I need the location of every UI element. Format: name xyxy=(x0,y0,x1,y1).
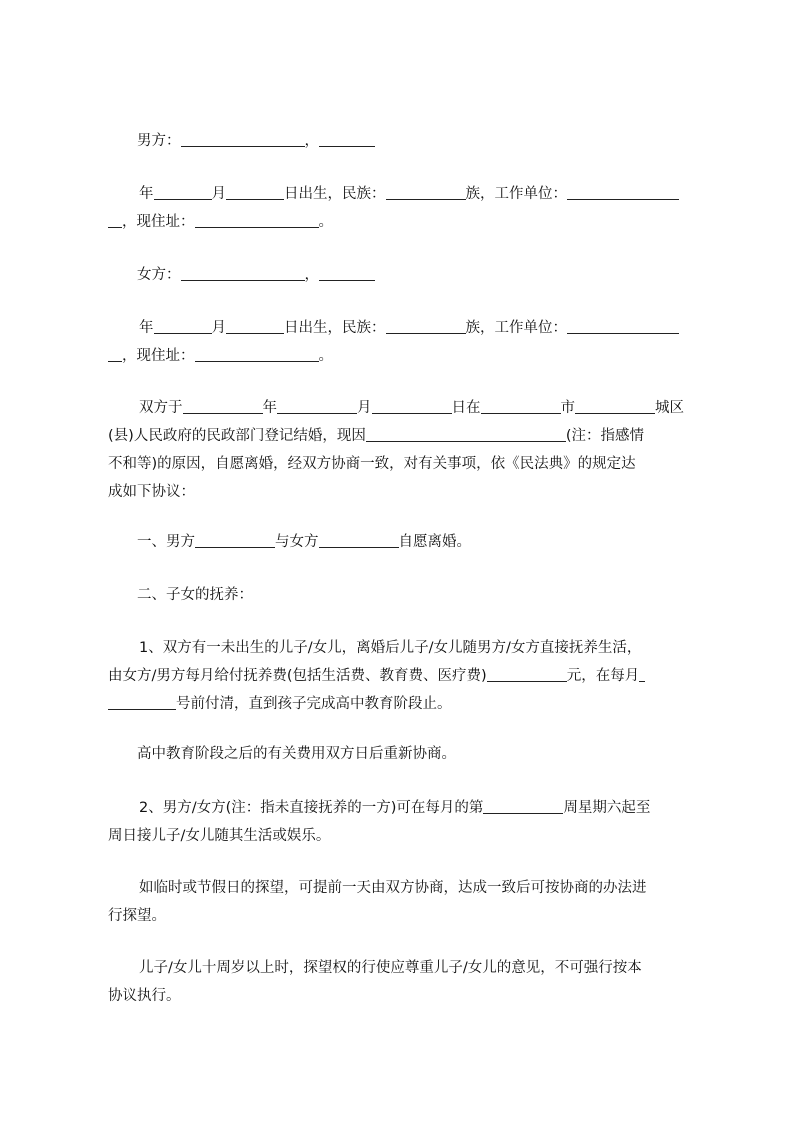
male-ethnicity-blank[interactable] xyxy=(386,183,466,200)
registration-text: (县)人民政府的民政部门登记结婚，现因 xyxy=(108,428,366,444)
clause-1-male: 一、男方 xyxy=(137,534,195,550)
year-label: 年 xyxy=(139,186,154,202)
male-address-blank[interactable] xyxy=(195,211,319,228)
female-age-blank[interactable] xyxy=(319,264,375,281)
ethnic-suffix-label: 族，工作单位： xyxy=(465,320,567,336)
marriage-registration-paragraph xyxy=(108,394,704,506)
male-detail-paragraph xyxy=(108,180,704,236)
clause-1 xyxy=(108,528,704,556)
marriage-day-blank[interactable] xyxy=(372,397,452,414)
male-employer-blank[interactable] xyxy=(567,183,679,200)
marriage-city-blank[interactable] xyxy=(481,397,561,414)
female-detail-paragraph xyxy=(108,314,704,370)
ethnic-suffix-label: 族，工作单位： xyxy=(465,186,567,202)
visit-week-blank[interactable] xyxy=(483,797,563,814)
clause-1-end: 自愿离婚。 xyxy=(398,534,471,550)
marriage-month-blank[interactable] xyxy=(277,397,357,414)
comma: ， xyxy=(304,267,319,283)
female-employer-blank[interactable] xyxy=(567,317,679,334)
holiday-visit-paragraph xyxy=(108,874,704,930)
agreement-line-4: 成如下协议： xyxy=(108,484,195,500)
item-1-after: 高中教育阶段之后的有关费用双方日后重新协商。 xyxy=(137,746,456,762)
item-1-line-1: 1、双方有一未出生的儿子/女儿，离婚后儿子/女儿随男方/女方直接抚养生活， xyxy=(139,640,642,656)
month-label: 月 xyxy=(211,186,226,202)
month-label: 月 xyxy=(211,320,226,336)
female-ethnicity-blank[interactable] xyxy=(386,317,466,334)
item-2-line-2: 周日接儿子/女儿随其生活或娱乐。 xyxy=(108,828,331,844)
female-employer-blank-cont[interactable] xyxy=(108,345,122,362)
female-address-blank[interactable] xyxy=(195,345,319,362)
female-birth-year-blank[interactable] xyxy=(154,317,212,334)
address-label: ，现住址： xyxy=(122,348,195,364)
comma: ， xyxy=(304,133,319,149)
day-born-label: 日出生，民族： xyxy=(284,320,386,336)
divorce-reason-blank[interactable] xyxy=(366,425,566,442)
age-ten-line-2: 协议执行。 xyxy=(108,988,181,1004)
reason-note: (注：指感情 xyxy=(565,428,644,444)
item-1-support-text: 由女方/男方每月给付抚养费(包括生活费、教育费、医疗费) xyxy=(108,668,487,684)
item-2-paragraph xyxy=(108,794,704,850)
male-age-blank[interactable] xyxy=(319,130,375,147)
male-name-blank[interactable] xyxy=(181,130,305,147)
age-ten-line-1: 儿子/女儿十周岁以上时，探望权的行使应尊重儿子/女儿的意见，不可强行按本 xyxy=(139,960,642,976)
district-label: 城区 xyxy=(655,400,684,416)
male-employer-blank-cont[interactable] xyxy=(108,211,122,228)
male-label: 男方： xyxy=(137,133,181,149)
male-birth-year-blank[interactable] xyxy=(154,183,212,200)
agreement-line-3: 不和等)的原因，自愿离婚，经双方协商一致，对有关事项，依《民法典》的规定达 xyxy=(108,456,636,472)
item-1-line-3: 号前付清，直到孩子完成高中教育阶段止。 xyxy=(176,696,452,712)
marriage-year-blank[interactable] xyxy=(183,397,263,414)
month-label: 月 xyxy=(357,400,372,416)
item-2-text: 2、男方/女方(注：指未直接抚养的一方)可在每月的第 xyxy=(139,800,484,816)
female-birth-month-blank[interactable] xyxy=(226,317,284,334)
holiday-line-2: 行探望。 xyxy=(108,908,166,924)
male-birth-month-blank[interactable] xyxy=(226,183,284,200)
clause-1-female-blank[interactable] xyxy=(319,531,399,548)
marriage-district-blank[interactable] xyxy=(575,397,655,414)
female-info-line xyxy=(108,261,704,289)
clause-1-female: 与女方 xyxy=(275,534,319,550)
female-name-blank[interactable] xyxy=(181,264,305,281)
female-label: 女方： xyxy=(137,267,181,283)
year-label: 年 xyxy=(262,400,277,416)
male-info-line xyxy=(108,127,704,155)
clause-1-male-blank[interactable] xyxy=(195,531,275,548)
period: 。 xyxy=(318,348,333,364)
address-label: ，现住址： xyxy=(122,214,195,230)
period: 。 xyxy=(318,214,333,230)
item-1-monthly-text: 元，在每月 xyxy=(566,668,640,684)
year-label: 年 xyxy=(139,320,154,336)
day-born-label: 日出生，民族： xyxy=(284,186,386,202)
item-2-text-end: 周星期六起至 xyxy=(563,800,651,816)
holiday-line-1: 如临时或节假日的探望，可提前一天由双方协商，达成一致后可按协商的办法进 xyxy=(139,880,647,896)
city-label: 市 xyxy=(560,400,575,416)
payment-day-blank-start[interactable] xyxy=(639,665,645,682)
item-1-paragraph xyxy=(108,634,704,718)
child-support-amount-blank[interactable] xyxy=(487,665,567,682)
day-at-label: 日在 xyxy=(451,400,481,416)
clause-2-title: 二、子女的抚养： xyxy=(137,587,253,603)
payment-day-blank[interactable] xyxy=(108,693,176,710)
age-ten-paragraph xyxy=(108,954,704,1010)
agreement-prefix: 双方于 xyxy=(139,400,183,416)
